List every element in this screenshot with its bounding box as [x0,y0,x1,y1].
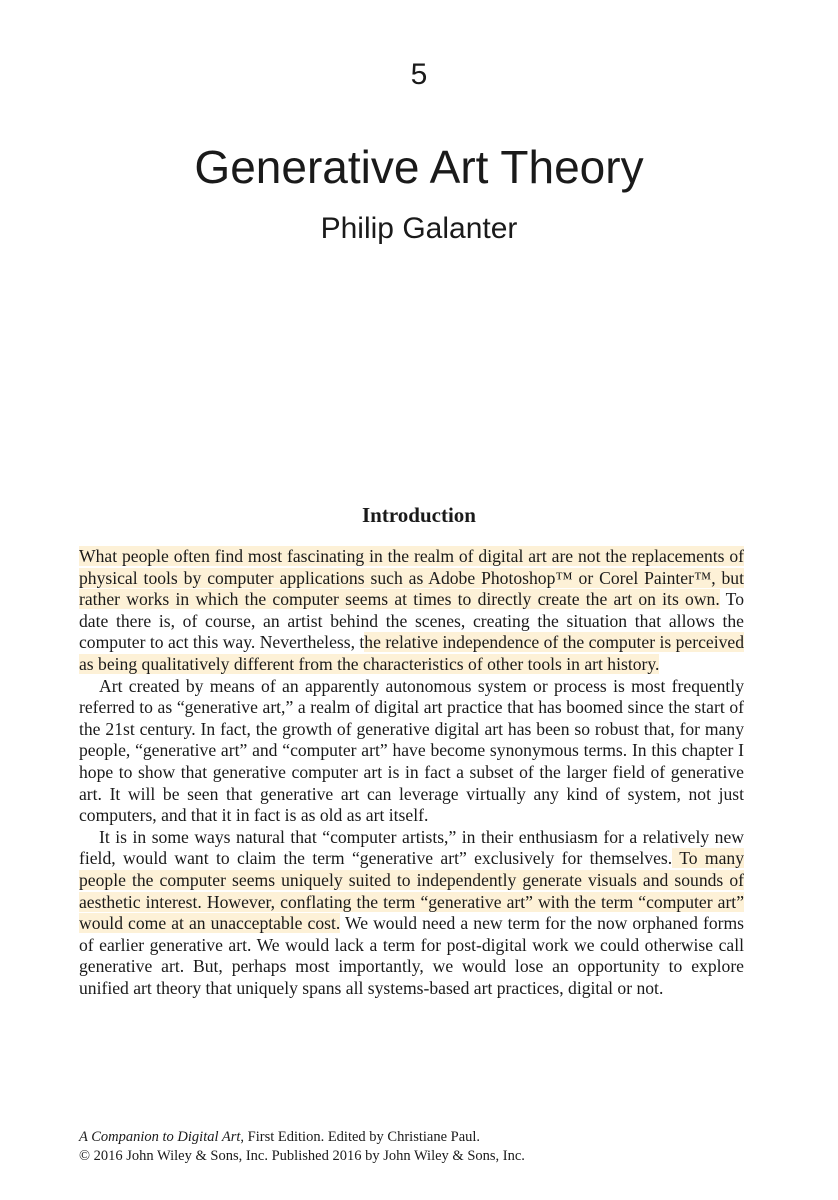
book-title: A Companion to Digital Art [79,1129,241,1145]
highlight[interactable]: What people often find most fascinating in the realm of digital art are not the replacements of physical tools by computer applications such as Adobe Photoshop™ or Corel Painter™, but rather works in which the computer seems at times to directly create the art on its own. [79,546,744,610]
text-run: We would need a new term for the now orphaned forms of earlier generative art. We would lack a term for post-digital work we could otherwise call generative art. But, perhaps most importantly, we would lose an opportunity to explore unified art theory that uniquely spans all systems-based art practices, digital or not. [79,913,745,998]
paragraph-1 [79,546,744,676]
section-heading: Introduction [362,503,476,527]
text-run: To date there is, of course, an artist behind the scenes, creating the situation that allows the computer to act this way. Nevertheless, t [79,589,744,653]
edition-info: , First Edition. Edited by Christiane Paul. [240,1129,481,1145]
paragraph-2 [79,676,744,827]
chapter-author: Philip Galanter [320,212,518,245]
copyright-footer [79,1128,759,1165]
footer-line-2: © 2016 John Wiley & Sons, Inc. Published 2016 by John Wiley & Sons, Inc. [79,1147,525,1164]
body-text [79,546,744,999]
paragraph-3 [79,827,744,1000]
highlight[interactable]: To many people the computer seems uniquely suited to independently generate visuals and sounds of aesthetic interest. However, conflating the term “generative art” with the term “computer art” would come at an unacceptable cost. [79,848,744,934]
text-run: It is in some ways natural that “computer artists,” in their enthusiasm for a relatively new field, would want to claim the term “generative art” exclusively for themselves. [79,826,744,869]
chapter-title: Generative Art Theory [194,141,644,193]
text-run: Art created by means of an apparently autonomous system or process is most frequently referred to as “generative art,” a realm of digital art practice that has boomed since the start of the 21st century. In fact, the growth of generative digital art has been so robust that, for many people, “generative art” and “computer art” have become synonymous terms. In this chapter I hope to show that generative computer art is in fact a subset of the larger field of generative art. It will be seen that generative art can leverage virtually any kind of system, not just computers, and that it in fact is as old as art itself. [79,675,744,826]
footer-line-1 [79,1128,759,1147]
highlight[interactable]: he relative independence of the computer is perceived as being qualitatively different from the characteristics of other tools in art history. [79,632,744,674]
chapter-number: 5 [410,58,428,91]
